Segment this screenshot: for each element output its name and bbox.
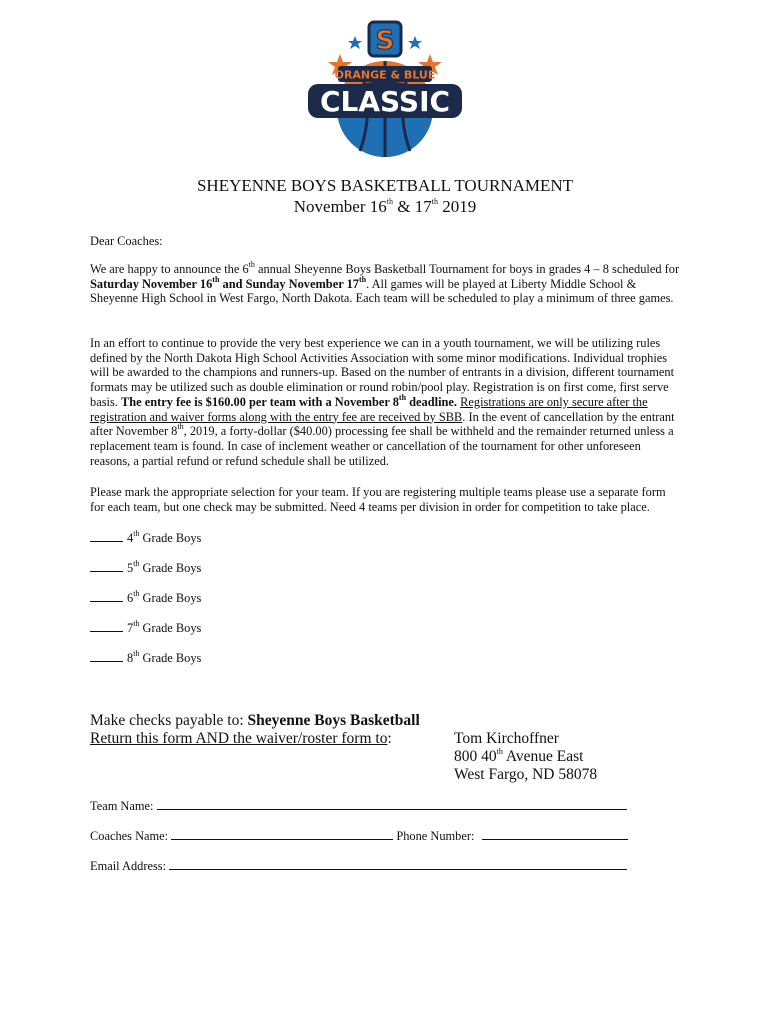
phone-number-label: Phone Number: — [396, 829, 475, 843]
grade-checkbox-blank[interactable] — [90, 530, 123, 542]
rules-paragraph: In an effort to continue to provide the very best experience we can in a youth tournament, we will be utilizing rules defined by the North Dakota High School Activities Association with some minor modifications. Individual trophies will be awarded to the champions and runners-up. Based on the number of entrants in a division, different tournament formats may be utilized such as double elimination or round robin/pool play. Registration is on first come, first serve basis. The entry fee is $160.00 per team with a November 8th deadline. Registrations are only secure after the registration and waiver forms along with the entry fee are received by SBB. In the event of cancellation by the entrant after November 8th, 2019, a forty-dollar ($40.00) processing fee shall be withheld and the remainder returned unless a replacement team is found. In case of inclement weather or cancellation of the tournament for other unforeseen reasons, a partial refund or refund schedule shall be utilized. — [90, 336, 675, 468]
grade-checkbox-blank[interactable] — [90, 650, 123, 662]
grade-checkbox-blank[interactable] — [90, 620, 123, 632]
salutation: Dear Coaches: — [90, 234, 163, 248]
grade-option-5th[interactable]: 5th Grade Boys — [90, 560, 201, 576]
address-city: West Fargo, ND 58078 — [454, 766, 598, 783]
return-instructions: Return this form AND the waiver/roster form to: — [90, 730, 392, 747]
coaches-name-label: Coaches Name: — [90, 829, 169, 843]
grade-option-4th[interactable]: 4th Grade Boys — [90, 530, 201, 546]
address-street: 800 40th Avenue East — [454, 746, 584, 765]
address-name: Tom Kirchoffner — [454, 730, 559, 747]
tournament-date: November 16th & 17th 2019 — [293, 197, 477, 216]
selection-instructions: Please mark the appropriate selection for your team. If you are registering multiple teams please use a separate form for each team, but one check may be submitted. Need 4 teams per division in order for competition to take place. — [90, 485, 666, 514]
team-name-field[interactable] — [157, 797, 627, 810]
payable-line: Make checks payable to: Sheyenne Boys Basketball — [90, 712, 420, 729]
coaches-row — [90, 827, 628, 844]
star-icon — [408, 36, 422, 49]
team-name-label: Team Name: — [90, 799, 154, 813]
phone-number-field[interactable] — [482, 827, 628, 840]
email-field[interactable] — [169, 857, 627, 870]
page-title: SHEYENNE BOYS BASKETBALL TOURNAMENT — [196, 176, 574, 195]
email-row — [90, 857, 627, 874]
orange-blue-classic-logo — [300, 14, 470, 164]
coaches-name-field[interactable] — [171, 827, 393, 840]
grade-option-8th[interactable]: 8th Grade Boys — [90, 650, 201, 666]
team-name-row — [90, 797, 627, 814]
email-label: Email Address: — [90, 859, 167, 873]
grade-option-7th[interactable]: 7th Grade Boys — [90, 620, 201, 636]
star-icon — [348, 36, 362, 49]
logo-letter: S — [375, 26, 395, 56]
grade-option-6th[interactable]: 6th Grade Boys — [90, 590, 201, 606]
logo-word-classic: CLASSIC — [319, 85, 451, 118]
grade-checkbox-blank[interactable] — [90, 590, 123, 602]
intro-paragraph: We are happy to announce the 6th annual Sheyenne Boys Basketball Tournament for boys in grades 4 – 8 scheduled for Saturday November 16th and Sunday November 17th. All games will be played at Liberty Middle School & Sheyenne High School in West Fargo, North Dakota. Each team will be scheduled to play a minimum of three games. — [90, 259, 680, 306]
logo-word-orange-blue: ORANGE & BLUE — [334, 68, 436, 82]
grade-checkbox-blank[interactable] — [90, 560, 123, 572]
